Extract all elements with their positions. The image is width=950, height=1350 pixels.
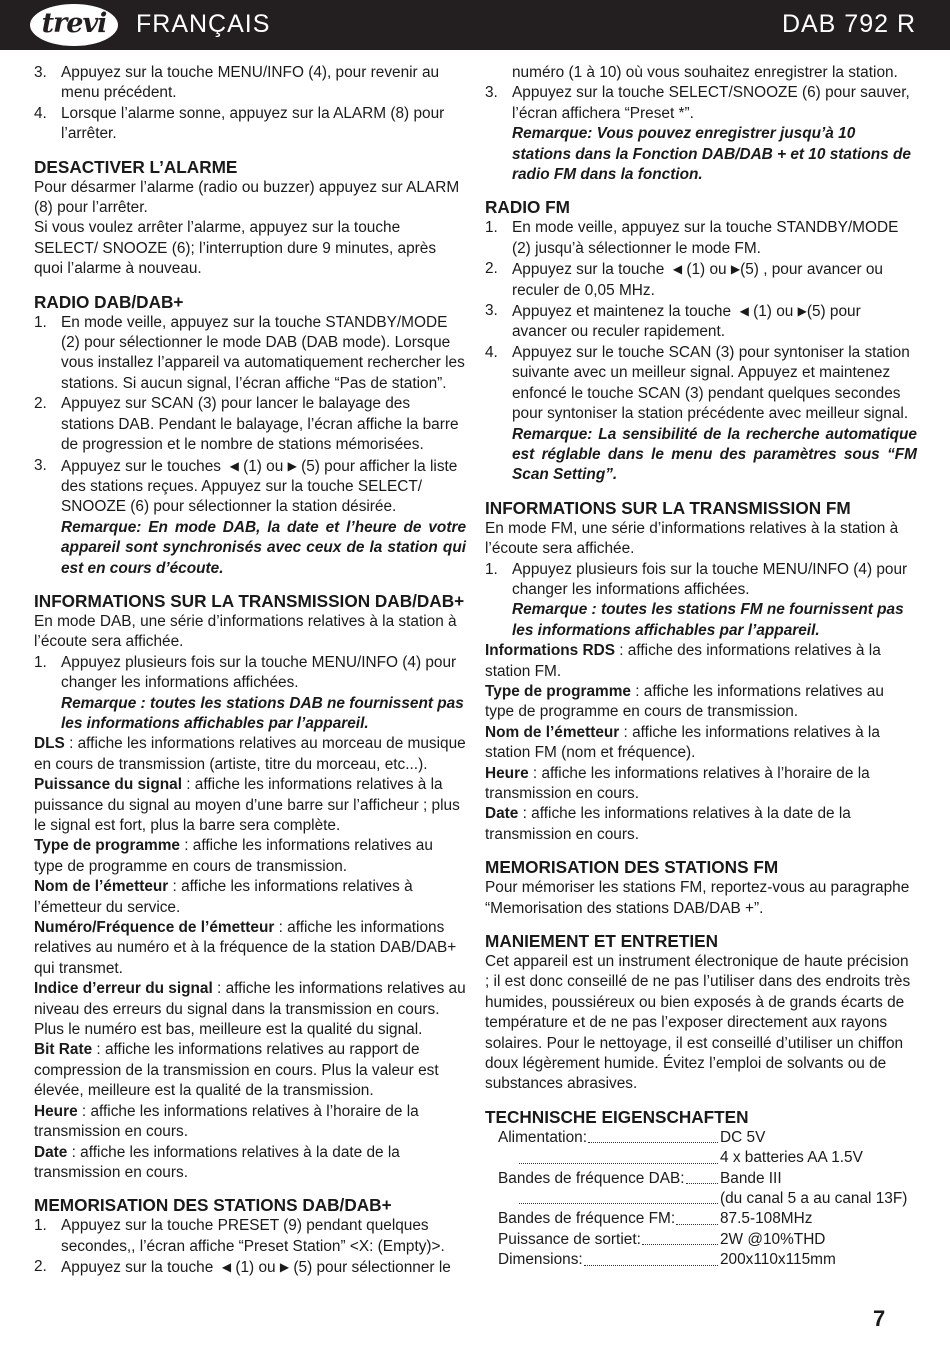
right-arrow-icon: ▶	[730, 262, 741, 277]
definition: Date : affiche les informations relatives à la date de la transmission en cours.	[485, 805, 851, 843]
list-item: 1. En mode veille, appuyez sur la touche STANDBY/MODE (2) pour sélectionner le mode DAB (DAB mode). Lorsque vous installez l’appareil va automatiquement rechercher les stations. Si aucun signal, l’écran affiche “Pas de station”.	[34, 313, 465, 392]
paragraph: Pour désarmer l’alarme (radio ou buzzer) appuyez sur ALARM (8) pour l’arrêter.	[34, 178, 460, 217]
note: Remarque: La sensibilité de la recherche automatique est réglable dans le menu des paramètres sous “FM Scan Setting”.	[512, 425, 917, 484]
right-arrow-icon: ▶	[279, 1260, 290, 1275]
note: Remarque: Vous pouvez enregistrer jusqu’à 10 stations dans la Fonction DAB/DAB + et 10 stations de radio FM dans la fonction.	[512, 125, 911, 184]
item-number: 3.	[34, 64, 47, 81]
list-item: 3. Appuyez et maintenez la touche ◀ (1) ou ▶(5) pour avancer ou reculer rapidement.	[485, 302, 861, 341]
definition: Nom de l’émetteur : affiche les informations relatives à l’émetteur du service.	[34, 878, 413, 916]
definition: Informations RDS : affiche des informations relatives à la station FM.	[485, 642, 881, 680]
section-title-mem-fm: MEMORISATION DES STATIONS FM	[485, 857, 779, 878]
list-item	[34, 104, 466, 145]
definition: Indice d’erreur du signal : affiche les informations relatives au niveau des erreurs du signal dans la transmission en cours. Plus le numéro est bas, meilleure est la qualité du signal.	[34, 980, 466, 1039]
definition: DLS : affiche les informations relatives au morceau de musique en cours de transmission (artiste, titre du morceau, etc...).	[34, 735, 466, 773]
page-header	[0, 0, 950, 50]
section-title-radio-fm: RADIO FM	[485, 197, 570, 218]
list-item: 1. Appuyez sur la touche PRESET (9) pendant quelques secondes,, l’écran affiche “Preset Station” <X: (Empty)>.	[34, 1217, 445, 1255]
spec-row: (du canal 5 a au canal 13F)	[498, 1189, 917, 1209]
list-item: 4. Appuyez sur le touche SCAN (3) pour syntoniser la station suivante avec un meilleur signal. Appuyez et maintenez enfoncé le touche SCAN (3) pendant quelques secondes pour syntoniser la station précédente avec meilleur signal.	[485, 343, 910, 423]
note: Remarque : toutes les stations DAB ne fournissent pas les informations affichables par l’appareil.	[61, 694, 464, 732]
spec-row: Puissance de sortiet: 2W @10%THD	[498, 1230, 826, 1248]
left-arrow-icon: ◀	[229, 458, 239, 473]
list-item: 2. Appuyez sur la touche ◀ (1) ou ▶ (5) pour sélectionner le	[34, 1258, 451, 1277]
item-number: 4.	[34, 104, 47, 122]
list-item: 1. En mode veille, appuyez sur la touche STANDBY/MODE (2) jusqu’à sélectionner le mode FM.	[485, 219, 899, 257]
note: Remarque : toutes les stations FM ne fournissent pas les informations affichables par l’appareil.	[512, 601, 904, 639]
left-arrow-icon: ◀	[221, 1260, 232, 1275]
definition: Bit Rate : affiche les informations relatives au rapport de compression de la transmission en cours. Plus la valeur est élevée, meilleure est la qualité de la transmission.	[34, 1041, 439, 1100]
spec-row: Dimensions: 200x110x115mm	[498, 1251, 836, 1269]
list-item	[34, 63, 466, 104]
definition: Heure : affiche les informations relatives à l’horaire de la transmission en cours.	[485, 764, 870, 802]
list-item: 2. Appuyez sur la touche ◀ (1) ou ▶(5) , pour avancer ou reculer de 0,05 MHz.	[485, 260, 883, 299]
definition: Type de programme : affiche les informations relatives au type de programme en cours de transmission.	[34, 837, 433, 875]
definition: Date : affiche les informations relatives à la date de la transmission en cours.	[34, 1143, 400, 1181]
model-label: DAB 792 R	[781, 10, 916, 38]
section-title-radio-dab: RADIO DAB/DAB+	[34, 291, 184, 312]
section-title-care: MANIEMENT ET ENTRETIEN	[485, 931, 718, 952]
list-item: 2. Appuyez sur SCAN (3) pour lancer le balayage des stations DAB. Pendant le balayage, l’écran affiche la barre de progression et le nombre de stations mémorisées.	[34, 395, 459, 454]
list-item: 3. Appuyez sur le touches ◀ (1) ou ▶ (5) pour afficher la liste des stations reçues. Appuyez sur la touche SELECT/ SNOOZE (6) pour sélectionner la station désirée.	[34, 456, 458, 516]
section-title-mem-dab: MEMORISATION DES STATIONS DAB/DAB+	[34, 1195, 392, 1216]
list-item: 1. Appuyez plusieurs fois sur la touche MENU/INFO (4) pour changer les informations affichées.	[485, 560, 908, 598]
right-column	[485, 63, 917, 1271]
section-title-info-dab: INFORMATIONS SUR LA TRANSMISSION DAB/DAB+	[34, 590, 465, 611]
spec-table	[485, 1128, 917, 1271]
section-title-specs: TECHNISCHE EIGENSCHAFTEN	[485, 1106, 749, 1127]
item-text: Appuyez sur la touche MENU/INFO (4), pour revenir au menu précédent.	[61, 64, 440, 102]
trevi-logo: trevi	[30, 4, 118, 46]
definition: Nom de l’émetteur : affiche les informations relatives à la station FM (nom et fréquence).	[485, 723, 880, 762]
definition: Heure : affiche les informations relatives à l’horaire de la transmission en cours.	[34, 1102, 419, 1141]
paragraph: En mode DAB, une série d’informations relatives à la station à l’écoute sera affichée.	[34, 612, 457, 651]
list-item: 3. Appuyez sur la touche SELECT/SNOOZE (6) pour sauver, l’écran affichera “Preset *”.	[485, 84, 910, 122]
paragraph: Cet appareil est un instrument électronique de haute précision ; il est donc conseillé de ne pas l’utiliser dans des endroits très humides, poussiéreux ou bien exposés à de grands écarts de température et de ne pas l’exposer directement aux rayons solaires. Pour le nettoyage, il est conseillé d’utiliser un chiffon doux légèrement humide. Évitez l’emploi de solvants ou de substances abrasives.	[485, 953, 911, 1093]
spec-row: 4 x batteries AA 1.5V	[498, 1148, 917, 1168]
spec-row: Alimentation: DC 5V	[498, 1128, 766, 1146]
spec-row: Bandes de fréquence FM: 87.5-108MHz	[498, 1210, 813, 1228]
paragraph: Pour mémoriser les stations FM, reportez-vous au paragraphe “Memorisation des stations DAB/DAB +”.	[485, 879, 910, 917]
definition: Puissance du signal : affiche les informations relatives à la puissance du signal au moyen d’une barre sur l’afficheur ; plus le signal est fort, plus la barre sera complète.	[34, 776, 460, 834]
language-label: FRANÇAIS	[136, 10, 271, 38]
list-item-continued: numéro (1 à 10) où vous souhaitez enregistrer la station.	[512, 64, 898, 81]
item-text: Lorsque l’alarme sonne, appuyez sur la ALARM (8) pour l’arrêter.	[61, 104, 445, 143]
paragraph: En mode FM, une série d’informations relatives à la station à l’écoute sera affichée.	[485, 519, 899, 558]
spec-row: Bandes de fréquence DAB: Bande III	[498, 1169, 782, 1187]
paragraph: Si vous voulez arrêter l’alarme, appuyez sur la touche SELECT/ SNOOZE (6); l’interruption dure 9 minutes, après quoi l’alarme à nouveau.	[34, 219, 437, 278]
section-title-desactiver: DESACTIVER L’ALARME	[34, 156, 238, 177]
definition: Numéro/Fréquence de l’émetteur : affiche les informations relatives au numéro et à la fréquence de la station DAB/DAB+ qui transmet.	[34, 919, 457, 977]
left-arrow-icon: ◀	[672, 262, 683, 277]
left-arrow-icon: ◀	[739, 304, 749, 319]
right-arrow-icon: ▶	[287, 458, 297, 473]
note: Remarque: En mode DAB, la date et l’heure de votre appareil sont synchronisés avec ceux de la station qui est en cours d’écoute.	[61, 518, 466, 577]
page-number: 7	[873, 1306, 886, 1331]
right-arrow-icon: ▶	[797, 304, 807, 319]
definition: Type de programme : affiche les informations relatives au type de programme en cours de transmission.	[485, 682, 884, 721]
list-item: 1. Appuyez plusieurs fois sur la touche MENU/INFO (4) pour changer les informations affichées.	[34, 653, 457, 692]
left-column	[34, 63, 466, 1279]
section-title-info-fm: INFORMATIONS SUR LA TRANSMISSION FM	[485, 497, 851, 518]
